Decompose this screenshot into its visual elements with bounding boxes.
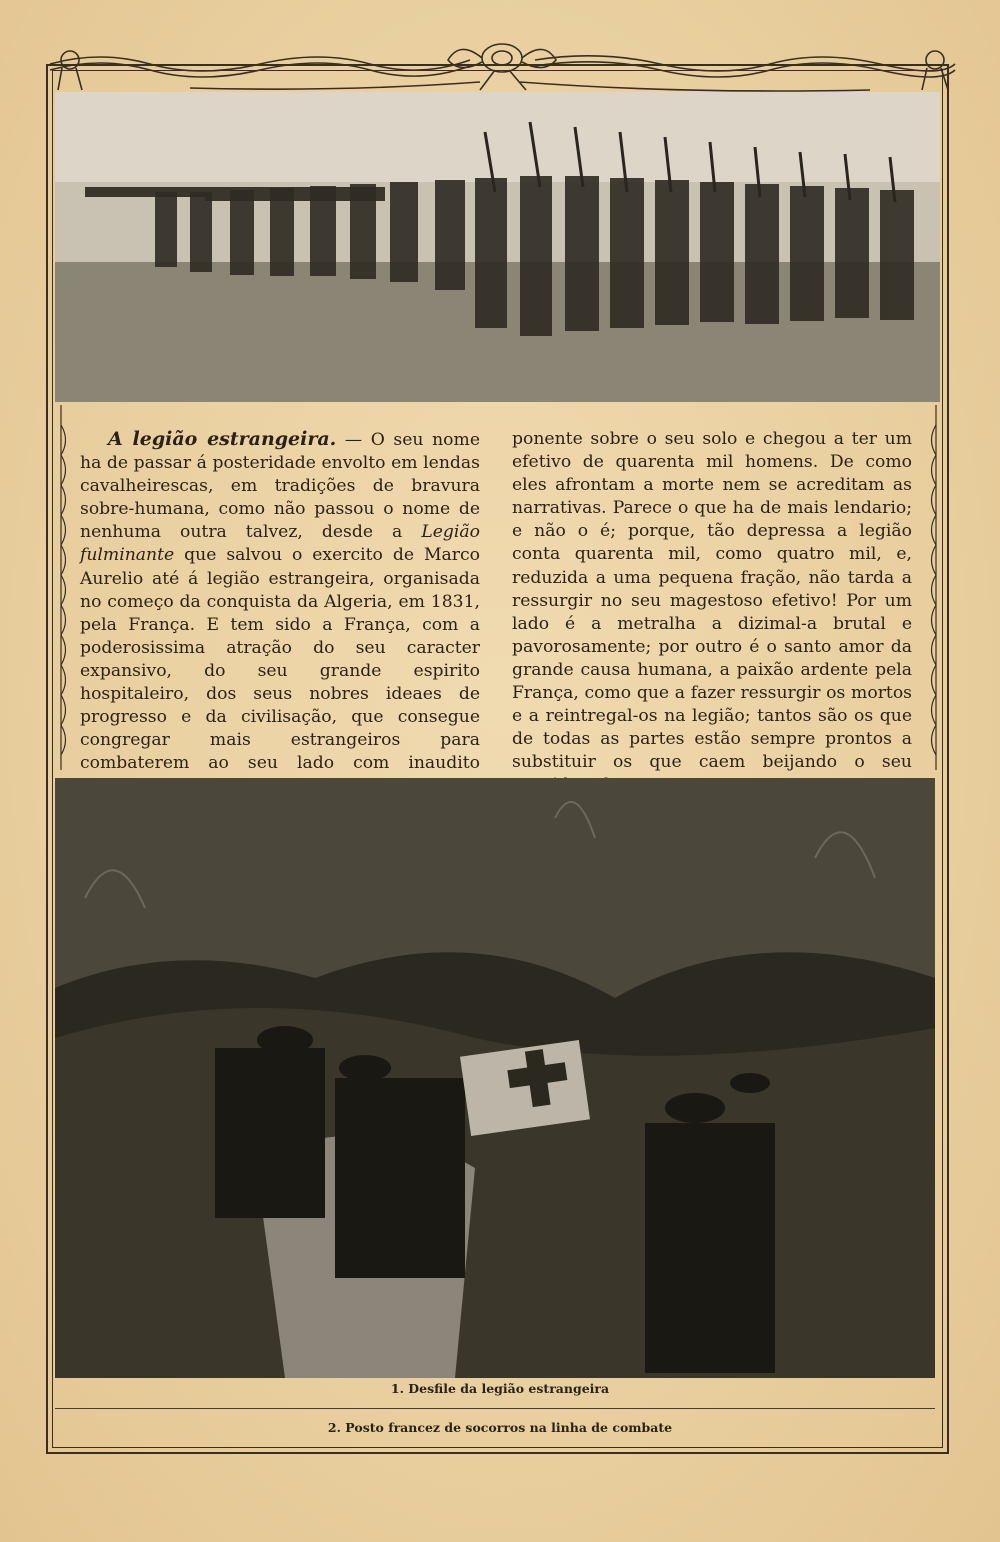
vine-ornament-icon [925,405,939,770]
article-text: ponente sobre o seu solo e chegou a ter um efetivo de quarenta mil homens. De como eles afrontam a morte nem se acreditam as narrativas. Parece o que ha de mais lendario; e não o é; porque, tão depressa a legião conta quarenta mil, como quatro mil, e, reduzida a uma pequena fração, não tarda a ressurgir no seu magestoso efetivo! Por um lado é a metralha a dizimal-a brutal e pavorosamente; por outro é o santo amor da grande causa humana, a paixão ardente pela França, como que a fazer ressurgir os mortos e a reintregal-os na legião; tantos são os que de todas as partes estão sempre prontos a substituir os que caem beijando o seu [512,429,912,773]
photo-first-aid-post [55,778,935,1378]
article-text: que salvou o exercito de Marco Aurelio até á legião estrangeira, organisada no começo da conquista da Algeria, em 1831, pela França. E tem sido a França, com a poderosissima atração do seu caracter expansivo, do seu grande espirito hospitaleiro, dos seus nobres ideaes de progresso e da civilisação, que consegue congregar mais estrangeiros para combaterem ao seu lado com inaudito [80,545,480,774]
photo-legion-parade [55,92,940,402]
article-left-column [80,428,480,822]
article-text: O seu nome ha de passar á posteridade envolto em lendas cavalheirescas, em tradições de bravura sobre-humana, como não passou o nome de nenhuma outra talvez, desde a [80,430,480,543]
caption-photo-1: 1. Desfile da legião estrangeira [390,1381,610,1396]
heading-dash: — [336,430,371,450]
article-paragraph [512,428,912,798]
article-right-column [512,428,912,798]
article-heading: A legião estrangeira. [108,428,337,450]
trench-scene-illustration [55,778,935,1378]
article-paragraph [80,428,480,799]
caption-photo-2: 2. Posto francez de socorros na linha de combate [327,1420,673,1435]
caption-divider [55,1408,935,1409]
vine-ornament-icon [58,405,72,770]
article-italic-text: Legião fulminante [80,522,480,566]
marching-soldiers-illustration [55,92,940,402]
